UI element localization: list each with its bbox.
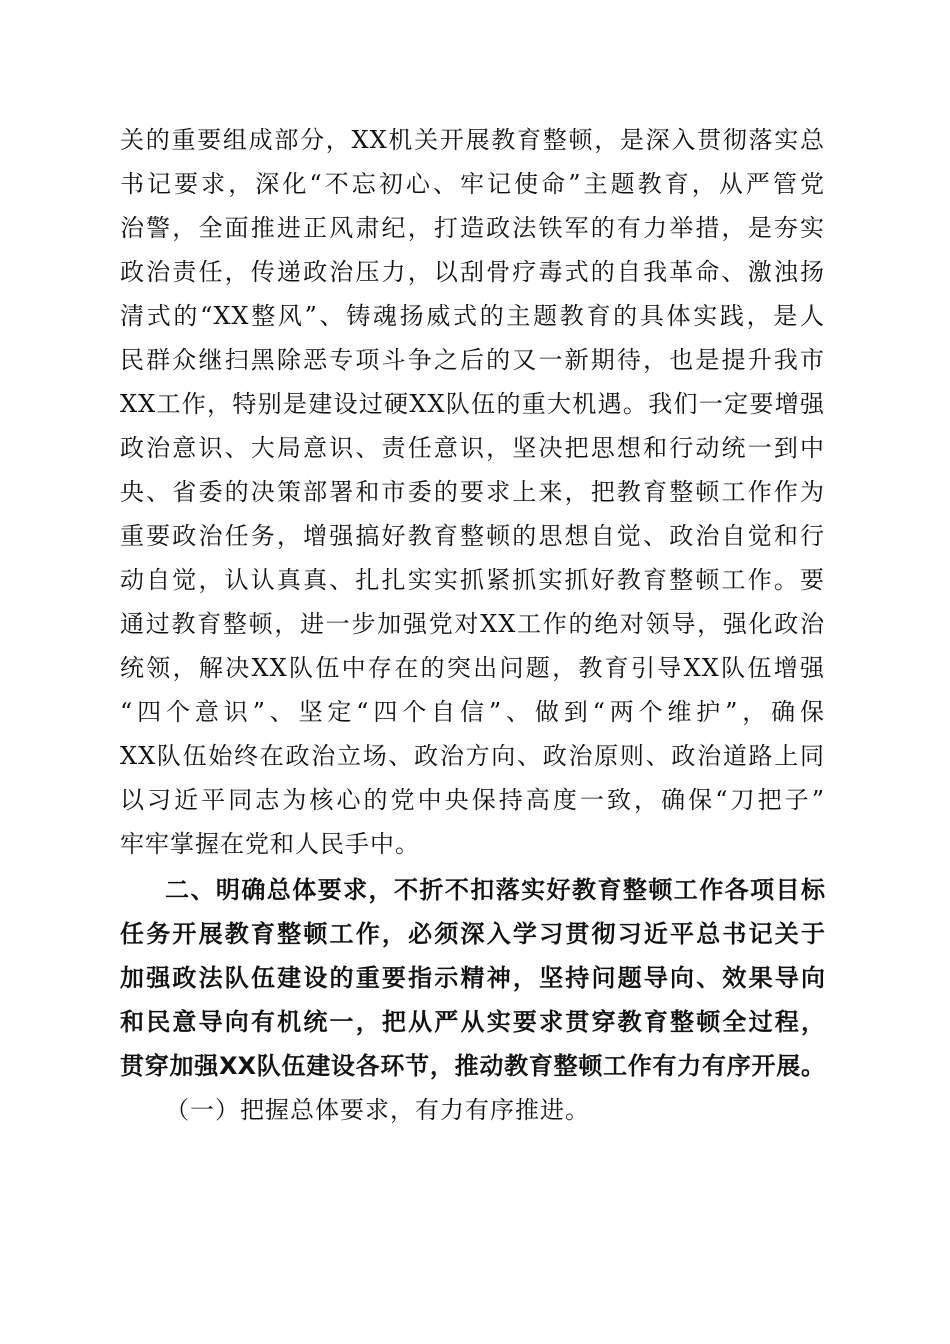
heading-line: 加强政法队伍建设的重要指示精神，坚持问题导向、效果导向 [120,964,825,992]
body-line: 政治责任，传递政治压力，以刮骨疗毒式的自我革命、激浊扬 [120,258,825,286]
heading-line: 任务开展教育整顿工作，必须深入学习贯彻习近平总书记关于 [120,920,825,948]
body-line: 统领，解决XX队伍中存在的突出问题，教育引导XX队伍增强 [120,654,825,682]
body-line: 牢牢掌握在党和人民手中。 [120,830,420,858]
body-line: 民群众继扫黑除恶专项斗争之后的又一新期待，也是提升我市 [120,346,825,374]
body-line: 治警，全面推进正风肃纪，打造政法铁军的有力举措，是夯实 [120,214,825,242]
body-line: 央、省委的决策部署和市委的要求上来，把教育整顿工作作为 [120,478,825,506]
body-line: 重要政治任务，增强搞好教育整顿的思想自觉、政治自觉和行 [120,522,825,550]
body-line: 动自觉，认认真真、扎扎实实抓紧抓实抓好教育整顿工作。要 [120,566,825,594]
body-line: XX队伍始终在政治立场、政治方向、政治原则、政治道路上同 [120,742,825,770]
body-line: 通过教育整顿，进一步加强党对XX工作的绝对领导，强化政治 [120,610,825,638]
body-line: 清式的“XX整风”、铸魂扬威式的主题教育的具体实践，是人 [120,302,825,330]
heading-line: 贯穿加强XX队伍建设各环节，推动教育整顿工作有力有序开展。 [120,1052,825,1080]
body-line: XX工作，特别是建设过硬XX队伍的重大机遇。我们一定要增强 [120,390,825,418]
heading-line: 二、明确总体要求，不折不扣落实好教育整顿工作各项目标 [165,876,825,904]
subheading: （一）把握总体要求，有力有序推进。 [165,1096,590,1124]
body-line: 以习近平同志为核心的党中央保持高度一致，确保“刀把子” [120,786,825,814]
heading-line: 和民意导向有机统一，把从严从实要求贯穿教育整顿全过程， [120,1008,825,1036]
body-line: “四个意识”、坚定“四个自信”、做到“两个维护”，确保 [120,698,825,726]
body-line: 关的重要组成部分，XX机关开展教育整顿，是深入贯彻落实总 [120,126,825,154]
body-line: 政治意识、大局意识、责任意识，坚决把思想和行动统一到中 [120,434,825,462]
body-line: 书记要求，深化“不忘初心、牢记使命”主题教育，从严管党 [120,170,825,198]
